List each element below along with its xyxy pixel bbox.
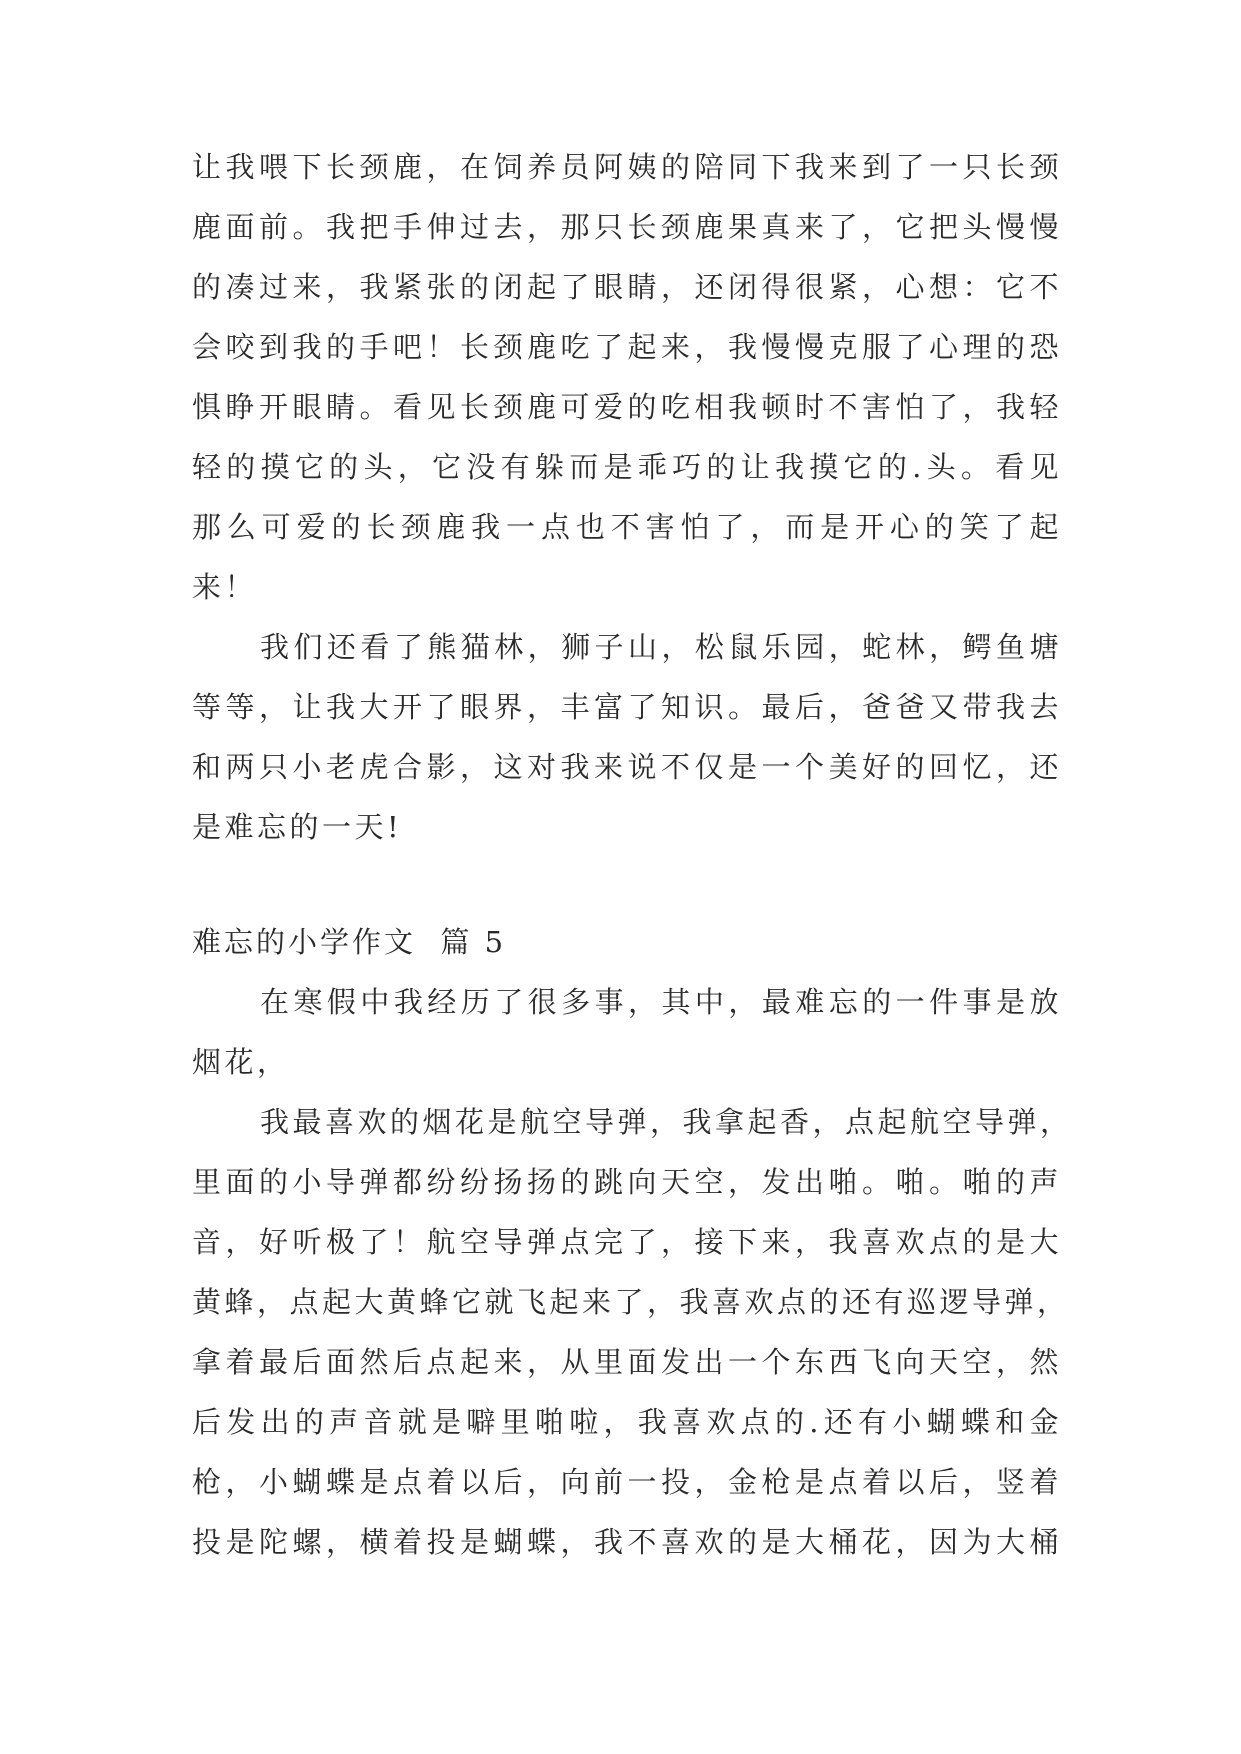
text-line: 轻的摸它的头，它没有躲而是乖巧的让我摸它的.头。看见: [192, 450, 1062, 484]
text-line: 让我喂下长颈鹿，在饲养员阿姨的陪同下我来到了一只长颈: [192, 150, 1062, 184]
text-line: 鹿面前。我把手伸过去，那只长颈鹿果真来了，它把头慢慢: [192, 210, 1062, 244]
text-line: 音，好听极了！航空导弹点完了，接下来，我喜欢点的是大: [192, 1225, 1062, 1259]
paragraph-zoo-summary: [192, 617, 1062, 857]
text-line: 的凑过来，我紧张的闭起了眼睛，还闭得很紧，心想：它不: [192, 270, 1062, 304]
text-line: 和两只小老虎合影，这对我来说不仅是一个美好的回忆，还: [192, 750, 1062, 784]
section-heading: 难忘的小学作文 篇 5: [192, 925, 507, 959]
text-line: 烟花，: [192, 1045, 290, 1079]
paragraph-fireworks: [192, 1092, 1073, 1572]
text-line: 来！: [192, 570, 258, 604]
text-line: 枪，小蝴蝶是点着以后，向前一投，金枪是点着以后，竖着: [192, 1465, 1062, 1499]
text-line: 我最喜欢的烟花是航空导弹，我拿起香，点起航空导弹，: [260, 1105, 1073, 1139]
text-line: 后发出的声音就是噼里啪啦，我喜欢点的.还有小蝴蝶和金: [192, 1405, 1062, 1439]
paragraph-giraffe: [192, 137, 1062, 617]
text-line: 拿着最后面然后点起来，从里面发出一个东西飞向天空，然: [192, 1345, 1062, 1379]
text-line: 惧睁开眼睛。看见长颈鹿可爱的吃相我顿时不害怕了，我轻: [192, 390, 1062, 424]
text-line: 我们还看了熊猫林，狮子山，松鼠乐园，蛇林，鳄鱼塘: [260, 630, 1062, 664]
section-title: [192, 912, 1062, 972]
text-line: 是难忘的一天!: [192, 810, 403, 844]
text-line: 在寒假中我经历了很多事，其中，最难忘的一件事是放: [260, 985, 1062, 1019]
text-line: 那么可爱的长颈鹿我一点也不害怕了，而是开心的笑了起: [192, 510, 1062, 544]
paragraph-intro-fireworks: [192, 972, 1062, 1092]
text-line: 里面的小导弹都纷纷扬扬的跳向天空，发出啪。啪。啪的声: [192, 1165, 1062, 1199]
text-line: 投是陀螺，横着投是蝴蝶，我不喜欢的是大桶花，因为大桶: [192, 1525, 1062, 1559]
text-line: 等等，让我大开了眼界，丰富了知识。最后，爸爸又带我去: [192, 690, 1062, 724]
text-line: 黄蜂，点起大黄蜂它就飞起来了，我喜欢点的还有巡逻导弹，: [192, 1285, 1070, 1319]
text-line: 会咬到我的手吧！长颈鹿吃了起来，我慢慢克服了心理的恐: [192, 330, 1062, 364]
